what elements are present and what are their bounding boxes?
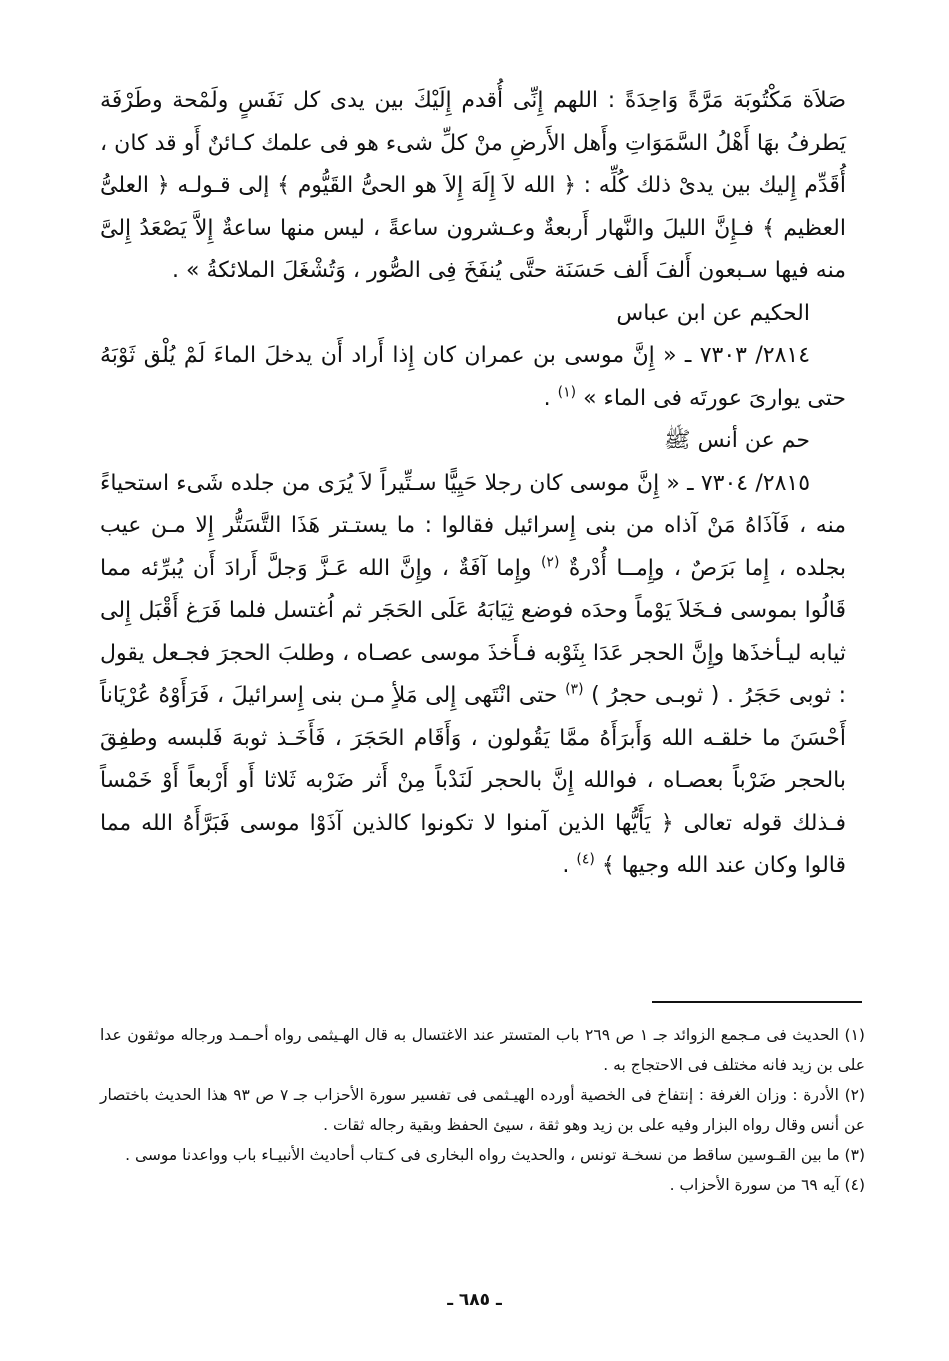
footnote-4-text: (٤) آيه ٦٩ من سورة الأحزاب . (669, 1176, 865, 1194)
footnote-ref-1: (١) (557, 384, 577, 401)
hadith-2815: ٢٨١٥/ ٧٣٠٤ ـ « إِنَّ موسى كان رجلا حَيِيًّا سـتِّيراً لاَ يُرَى من جلده شَىء استحياءً منه ، فَآذَاهُ مَنْ آذاه من بنى إِسرائيل فقالوا : ما يستـتر هَذَا التَّسَتُّر إِلا مـن عيب بجلده ، إِما بَرَصٌ ، وإِمــا أُدْرةٌ $^{(٢)}$ وإِما آفَةٌ ، وإِنَّ الله عَـزَّ وَجلَّ أَرادَ أَن يُبرِّئه مما قَالُوا بموسى فـخَلاَ يَوْماً وحدَه فوضع ثِيَابَهُ عَلَى الحَجَر ثم اُغتسل فلما فَرَغ أَقْبَل إِلى ثيابه ليـأخذَها وإِنَّ الحجر عَدَا بِثَوْبه فـأَخذَ موسى عصـاه ، وطلبَ الحجرَ فجـعل يقول : ثوبى حَجَرُ . ( ثوبـى حجرُ ) $^{(٣)}$ حتى انْتَهى إِلى مَلأٍ مـن بنى إِسرائيلَ ، فَرَأَوْهُ عُرْيَاناً أَحْسَنَ ما خلقـه الله وَأَبرَأَهُ ممَّا يَقُولون ، وَأَقَام الحَجَرَ ، فَأَخَـذ ثوبهَ فَلبسه وطفِقَ بالحجر ضَرْباً بعصـاه ، فوالله إِنَّ بالحجر لَنَدْباً مِنْ أَثر ضَرْبه ثَلاثا أَو أَرْبعاً أَوْ خَمْساً فـذلك قوله تعالى ﴿ يَأَيُّها الذين آمنوا لا تكونوا كالذين آذَوْا موسى فَبَرَّأَهُ الله مما قالوا وكان عند الله وجيها ﴾ $^{(٤)}$ . (100, 470, 847, 878)
hadith-2814-text: ٢٨١٤/ ٧٣٠٣ ـ « إِنَّ موسى بن عمران كان إِذا أَراد أَن يدخلَ الماءَ لَمْ يُلْق ثَوْبَهُ حتى يوارىَ عورتَه فى الماء » (100, 343, 846, 411)
hadith-source-1 (100, 293, 846, 336)
footnote-ref-2: (٢) (540, 554, 560, 571)
hadith-source-1-text: الحكيم عن ابن عباس (616, 300, 810, 326)
hadith-2814: ٢٨١٤/ ٧٣٠٣ ـ « إِنَّ موسى بن عمران كان إِذا أَراد أَن يدخلَ الماءَ لَمْ يُلْق ثَوْبَهُ حتى يوارىَ عورتَه فى الماء » $^{(١)}$ . (100, 343, 846, 411)
page-number: ـ ٦٨٥ ـ (447, 1290, 502, 1310)
footnote-4 (100, 1170, 865, 1200)
footnote-3 (100, 1140, 865, 1170)
footnote-ref-4: (٤) (576, 851, 595, 868)
hadith-source-2-text: حم عن أنس ﷺ (664, 428, 810, 453)
hadith-source-2 (100, 420, 846, 463)
footnote-ref-3: (٣) (565, 681, 584, 698)
footnotes (100, 1020, 865, 1200)
paragraph-prayer (100, 80, 846, 293)
footnote-3-text: (٣) ما بين القـوسين ساقط من نسخـة تونس ، والحديث رواه البخارى فى كـتاب أحاديث الأنبيـاء باب وواعدنا موسى . (125, 1146, 865, 1164)
hadith-2815-text-a: ٢٨١٥/ ٧٣٠٤ ـ « إِنَّ موسى كان رجلا حَيِيًّا سـتِّيراً لاَ يُرَى من جلده شَىء استحياءً منه ، فَآذَاهُ مَنْ آذاه من بنى إِسرائيل فقالوا : ما يستـتر هَذَا التَّسَتُّر إِلا مـن عيب بجلده ، إِما بَرَصٌ ، وإِمــا أُدْرةٌ (100, 470, 847, 581)
footnote-2 (100, 1080, 865, 1140)
paragraph-prayer-text: صَلاَة مَكْتُوبَة مَرَّةً وَاحِدَةً : اللهم إِنِّى أُقدم إِلَيْكَ بين يدى كل نَفَسٍ ولَمْحة وطَرْفَة يَطرفُ بهَا أَهْلُ السَّمَوَاتِ وأَهل الأَرضِ منْ كلِّ شىء هو فى علمك كـائنٌ أَو قد كان ، أُقَدِّم إِليك بين يدىْ ذلك كُلِّه : ﴿ الله لاَ إِلَهَ إِلاَ هو الحىُّ القَيُّوم ﴾ إلى قـولـه ﴿ العلىُّ العظيم ﴾ فـإِنَّ الليلَ والنَّهار أَربعةٌ وعـشرون ساعةً ، ليس منها ساعةٌ إِلاَّ يَصْعَدُ إِلىَّ منه فيها سـبعون أَلفَ أَلف حَسَنَة حتَّى يُنفَخَ فِى الصُّور ، وَتُشْغَلَ الملائكةُ » . (100, 88, 846, 283)
hadith-2815-text-c: حتى انْتَهى إِلى مَلأٍ مـن بنى إِسرائيلَ ، فَرَأَوْهُ عُرْيَاناً أَحْسَنَ ما خلقـه الله وَأَبرَأَهُ ممَّا يَقُولون ، وَأَقَام الحَجَرَ ، فَأَخَـذ ثوبهَ فَلبسه وطفِقَ بالحجر ضَرْباً بعصـاه ، فوالله إِنَّ بالحجر لَنَدْباً مِنْ أَثر ضَرْبه ثَلاثا أَو أَرْبعاً أَوْ خَمْساً فـذلك قوله تعالى ﴿ يَأَيُّها الذين آمنوا لا تكونوا كالذين آذَوْا موسى فَبَرَّأَهُ الله مما قالوا وكان عند الله وجيها ﴾ (100, 683, 846, 878)
main-text (100, 80, 846, 888)
footnote-1-text: (١) الحديث فى مـجمع الزوائد جـ ١ ص ٢٦٩ باب المتستر عند الاغتسال به قال الهـيثمى رواه أحـمـد ورجاله موثقون عدا على بن زيد فانه مختلف فى الاحتجاج به . (100, 1026, 865, 1074)
footnote-separator (652, 1001, 862, 1003)
footnote-2-text: (٢) الأدرة : وزان الغرفة : إنتفاخ فى الخصية أورده الهيـثمى فى تفسير سورة الأحزاب جـ ٧ ص ٩٣ هذا الحديث باختصار عن أنس وقال رواه البزار وفيه على بن زيد وهو ثقة ، سيئ الحفظ وبقية رجاله ثقات . (100, 1086, 866, 1134)
hadith-2815-text-b: وإِما آفَةٌ ، وإِنَّ الله عَـزَّ وَجلَّ أَرادَ أَن يُبرِّئه مما قَالُوا بموسى فـخَلاَ يَوْماً وحدَه فوضع ثِيَابَهُ عَلَى الحَجَر ثم اُغتسل فلما فَرَغ أَقْبَل إِلى ثيابه ليـأخذَها وإِنَّ الحجر عَدَا بِثَوْبه فـأَخذَ موسى عصـاه ، وطلبَ الحجرَ فجـعل يقول : ثوبى حَجَرُ . ( ثوبـى حجرُ ) (100, 555, 846, 708)
footnote-1 (100, 1020, 865, 1080)
